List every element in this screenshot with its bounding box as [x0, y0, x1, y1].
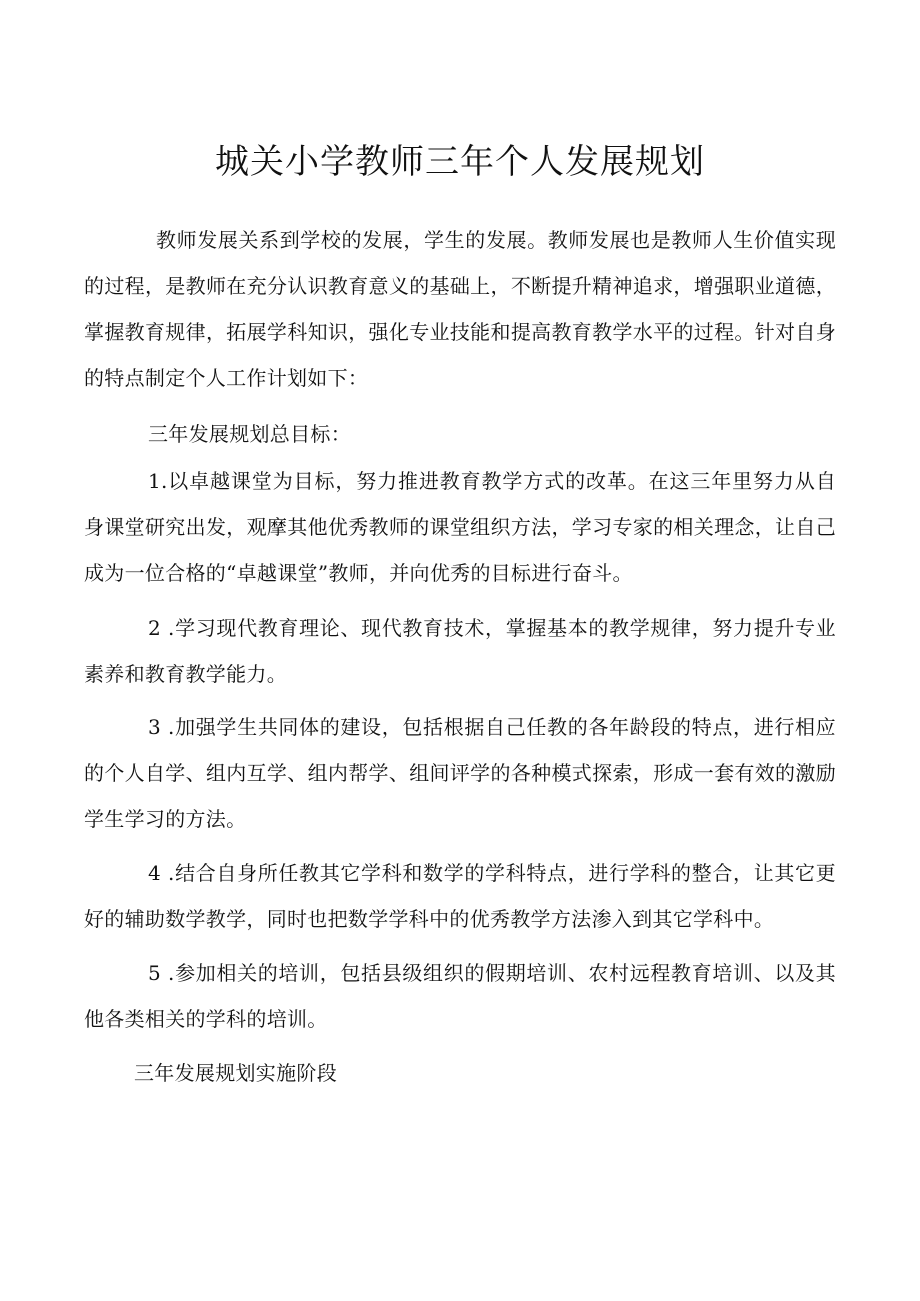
goal-item-5: 5 .参加相关的培训，包括县级组织的假期培训、农村远程教育培训、以及其他各类相关的学科的培训。 — [84, 961, 836, 1031]
intro-paragraph: 教师发展关系到学校的发展，学生的发展。教师发展也是教师人生价值实现的过程，是教师在充分认识教育意义的基础上，不断提升精神追求，增强职业道德，掌握教育规律，拓展学科知识，强化专业技能和提高教育教学水平的过程。针对自身的特点制定个人工作计划如下： — [84, 228, 836, 390]
goal-item-1: 1.以卓越课堂为目标，努力推进教育教学方式的改革。在这三年里努力从自身课堂研究出发，观摩其他优秀教师的课堂组织方法，学习专家的相关理念，让自己成为一位合格的“卓越课堂”教师，并向优秀的目标进行奋斗。 — [84, 469, 836, 585]
goal-item-2: 2 .学习现代教育理论、现代教育技术，掌握基本的教学规律，努力提升专业素养和教育教学能力。 — [84, 616, 836, 686]
goal-item-3: 3 .加强学生共同体的建设，包括根据自己任教的各年龄段的特点，进行相应的个人自学、组内互学、组内帮学、组间评学的各种模式探索，形成一套有效的激励学生学习的方法。 — [84, 715, 836, 831]
goal-heading: 三年发展规划总目标： — [148, 422, 351, 446]
goal-item-4: 4 .结合自身所任教其它学科和数学的学科特点，进行学科的整合，让其它更好的辅助数学教学，同时也把数学学科中的优秀教学方法渗入到其它学科中。 — [84, 861, 836, 931]
document-title: 城关小学教师三年个人发展规划 — [215, 142, 705, 182]
stage-heading: 三年发展规划实施阶段 — [134, 1061, 337, 1085]
